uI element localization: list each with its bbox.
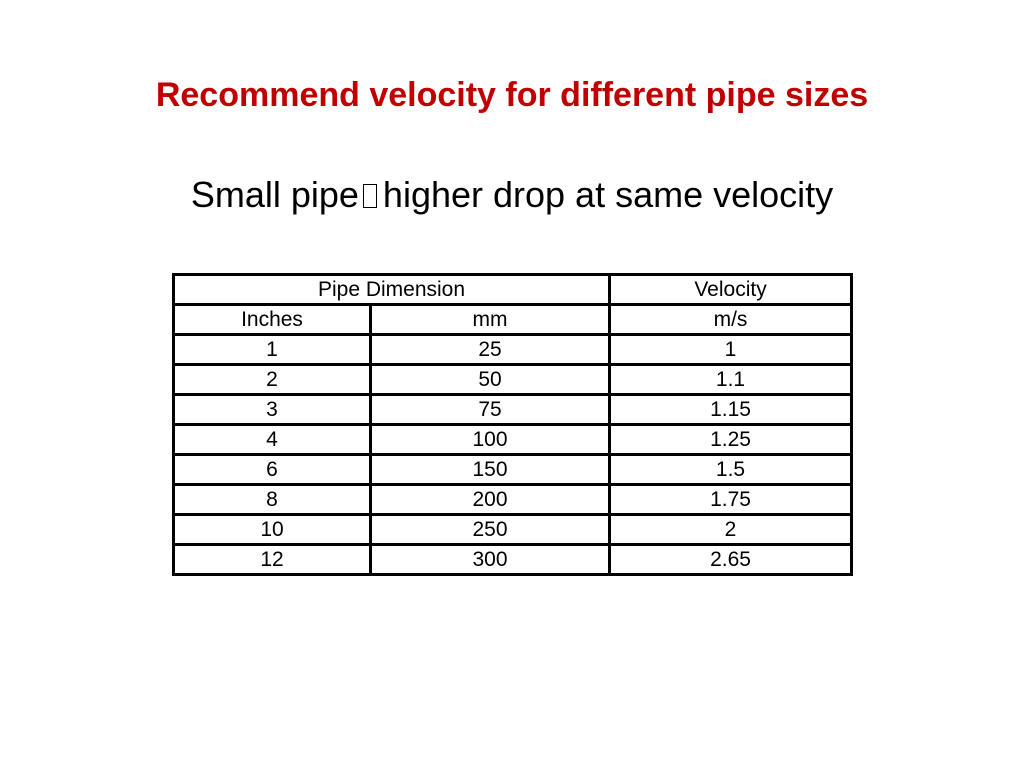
table-row — [174, 545, 852, 575]
table-row — [174, 515, 852, 545]
cell-velocity: 1 — [610, 335, 852, 365]
slide-title: Recommend velocity for different pipe sizes — [155, 76, 869, 114]
table-group-header-row — [174, 275, 852, 305]
cell-velocity: 1.1 — [610, 365, 852, 395]
header-inches: Inches — [174, 305, 371, 335]
cell-velocity: 2.65 — [610, 545, 852, 575]
cell-velocity: 1.25 — [610, 425, 852, 455]
cell-mm: 200 — [371, 485, 610, 515]
subtitle-right-text: higher drop at same velocity — [382, 174, 834, 215]
cell-mm: 250 — [371, 515, 610, 545]
missing-glyph-arrow-icon — [363, 184, 377, 208]
header-pipe-dimension: Pipe Dimension — [174, 275, 610, 305]
cell-inches: 8 — [174, 485, 371, 515]
cell-velocity: 1.15 — [610, 395, 852, 425]
table-row — [174, 455, 852, 485]
table-row — [174, 425, 852, 455]
header-velocity: Velocity — [610, 275, 852, 305]
cell-mm: 25 — [371, 335, 610, 365]
velocity-table — [172, 273, 853, 576]
cell-velocity: 2 — [610, 515, 852, 545]
cell-inches: 2 — [174, 365, 371, 395]
slide-subtitle — [0, 174, 1024, 216]
cell-velocity: 1.5 — [610, 455, 852, 485]
table-row — [174, 335, 852, 365]
cell-mm: 50 — [371, 365, 610, 395]
cell-inches: 6 — [174, 455, 371, 485]
cell-mm: 300 — [371, 545, 610, 575]
cell-inches: 4 — [174, 425, 371, 455]
cell-inches: 3 — [174, 395, 371, 425]
table-row — [174, 485, 852, 515]
table-row — [174, 365, 852, 395]
cell-inches: 1 — [174, 335, 371, 365]
cell-mm: 150 — [371, 455, 610, 485]
cell-mm: 100 — [371, 425, 610, 455]
cell-inches: 10 — [174, 515, 371, 545]
subtitle-left-text: Small pipe — [190, 174, 359, 215]
cell-velocity: 1.75 — [610, 485, 852, 515]
table-row — [174, 395, 852, 425]
cell-mm: 75 — [371, 395, 610, 425]
table-unit-header-row — [174, 305, 852, 335]
header-ms: m/s — [610, 305, 852, 335]
cell-inches: 12 — [174, 545, 371, 575]
header-mm: mm — [371, 305, 610, 335]
